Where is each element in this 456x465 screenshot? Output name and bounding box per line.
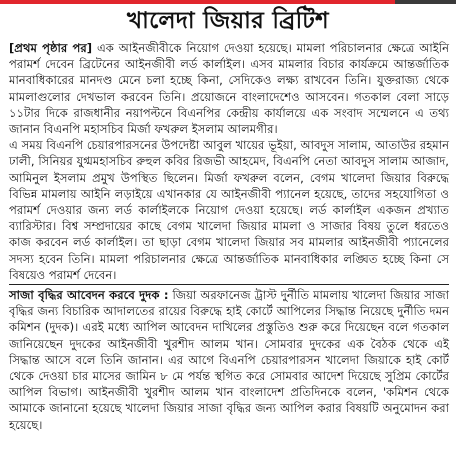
section-divider (9, 284, 449, 285)
paragraph-2-text: এ সময় বিএনপি চেয়ারপারসনের উপদেষ্টা আবুল খায়ের ভূইয়া, আবদুস সালাম, আতাউর রহমান ঢালী, সিনিয়র যুগ্মমহাসচিব রুহুল কবির রিজভী আহমেদ, বিএনপি নেতা আবদুস সালাম আজাদ, আমিনুল ইসলাম প্রমুখ উপস্থিত ছিলেন। মির্জা ফখরুল বলেন, বেগম খালেদা জিয়ার বিরুদ্ধে বিভিন্ন মামলায় আইনি লড়াইয়ে এখানকার যে আইনজীবী প্যানেল হয়েছে, তাদের সহযোগিতা ও পরামর্শ দেওয়ার জন্য লর্ড কার্লাইলকে নিয়োগ দেওয়া হয়েছে। লর্ড কার্লাইল একজন প্রখ্যাত ব্যারিস্টার। বিশ্ব সম্প্রদায়ের কাছে বেগম খালেদা জিয়ার মামলা ও সাজার বিষয় তুলে ধরতেও কাজ করবেন লর্ড কার্লাইল। তা ছাড়া বেগম খালেদা জিয়ার সব মামলার আইনজীবী প্যানেলের সদস্য হবেন তিনি। মামলা পরিচালনার ক্ষেত্রে আন্তর্জাতিক মানবাধিকার লঙ্ঘিত হচ্ছে কিনা সে বিষয়েও পরামর্শ দেবেন। (9, 138, 449, 282)
paragraph-2 (9, 137, 449, 283)
paragraph-1-text: এক আইনজীবীকে নিয়োগ দেওয়া হয়েছে। মামলা পরিচালনার ক্ষেত্রে আইনি পরামর্শ দেবেন ব্রিটেনের আইনজীবী লর্ড কার্লাইল। এসব মামলার বিচার কার্যক্রমে আন্তর্জাতিক মানবাধিকারের মানদণ্ড মেনে চলা হচ্ছে কিনা, সেদিকেও লক্ষ্য রাখবেন তিনি। যুক্তরাজ্য থেকে মামলাগুলোর দেখভাল করবেন তিনি। প্রয়োজনে বাংলাদেশেও আসবেন। গতকাল বেলা সাড়ে ১১টার দিকে রাজধানীর নয়াপল্টনে বিএনপির কেন্দ্রীয় কার্যালয়ে এক সংবাদ সম্মেলনে এ তথ্য জানান বিএনপি মহাসচিব মির্জা ফখরুল ইসলাম আলমগীর। (9, 41, 450, 137)
paragraph-3-text: জিয়া অরফানেজ ট্রাস্ট দুর্নীতি মামলায় খালেদা জিয়ার সাজা বৃদ্ধির জন্য বিচারিক আদালতের রায়ের বিরুদ্ধে হাই কোর্টে আপিলের সিদ্ধান্ত নিয়েছে দুর্নীতি দমন কমিশন (দুদক)। এরই মধ্যে আপিল আবেদন দাখিলের প্রস্তুতিও শুরু করে দিয়েছেন বলে গতকাল জানিয়েছেন দুদকের আইনজীবী খুরশীদ আলম খান। সোমবার দুদকের এক বৈঠক থেকে এই সিদ্ধান্ত আসে বলে তিনি জানান। এর আগে বিএনপি চেয়ারপারসন খালেদা জিয়াকে হাই কোর্ট থেকে দেওয়া চার মাসের জামিন ৮ মে পর্যন্ত স্থগিত করে সোমবার আদেশ দিয়েছে সুপ্রিম কোর্টের আপিল বিভাগ। আইনজীবী খুরশীদ আলম খান বাংলাদেশ প্রতিদিনকে বলেন, 'কমিশন থেকে আমাকে জানানো হয়েছে খালেদা জিয়ার সাজা বৃদ্ধির জন্য আপিল করার বিষয়টি অনুমোদন করা হয়েছে। (9, 288, 449, 432)
top-bar-red (0, 0, 395, 4)
continuation-tag: [প্রথম পৃষ্ঠার পর] (9, 41, 93, 55)
paragraph-3 (9, 287, 449, 433)
paragraph-1 (9, 40, 449, 137)
headline: খালেদা জিয়ার ব্রিটিশ (127, 8, 329, 34)
top-color-bar (0, 0, 456, 4)
top-bar-dark (395, 0, 456, 4)
article-body (9, 40, 449, 433)
subhead-lead: সাজা বৃদ্ধির আবেদন করবে দুদক : (9, 288, 169, 303)
